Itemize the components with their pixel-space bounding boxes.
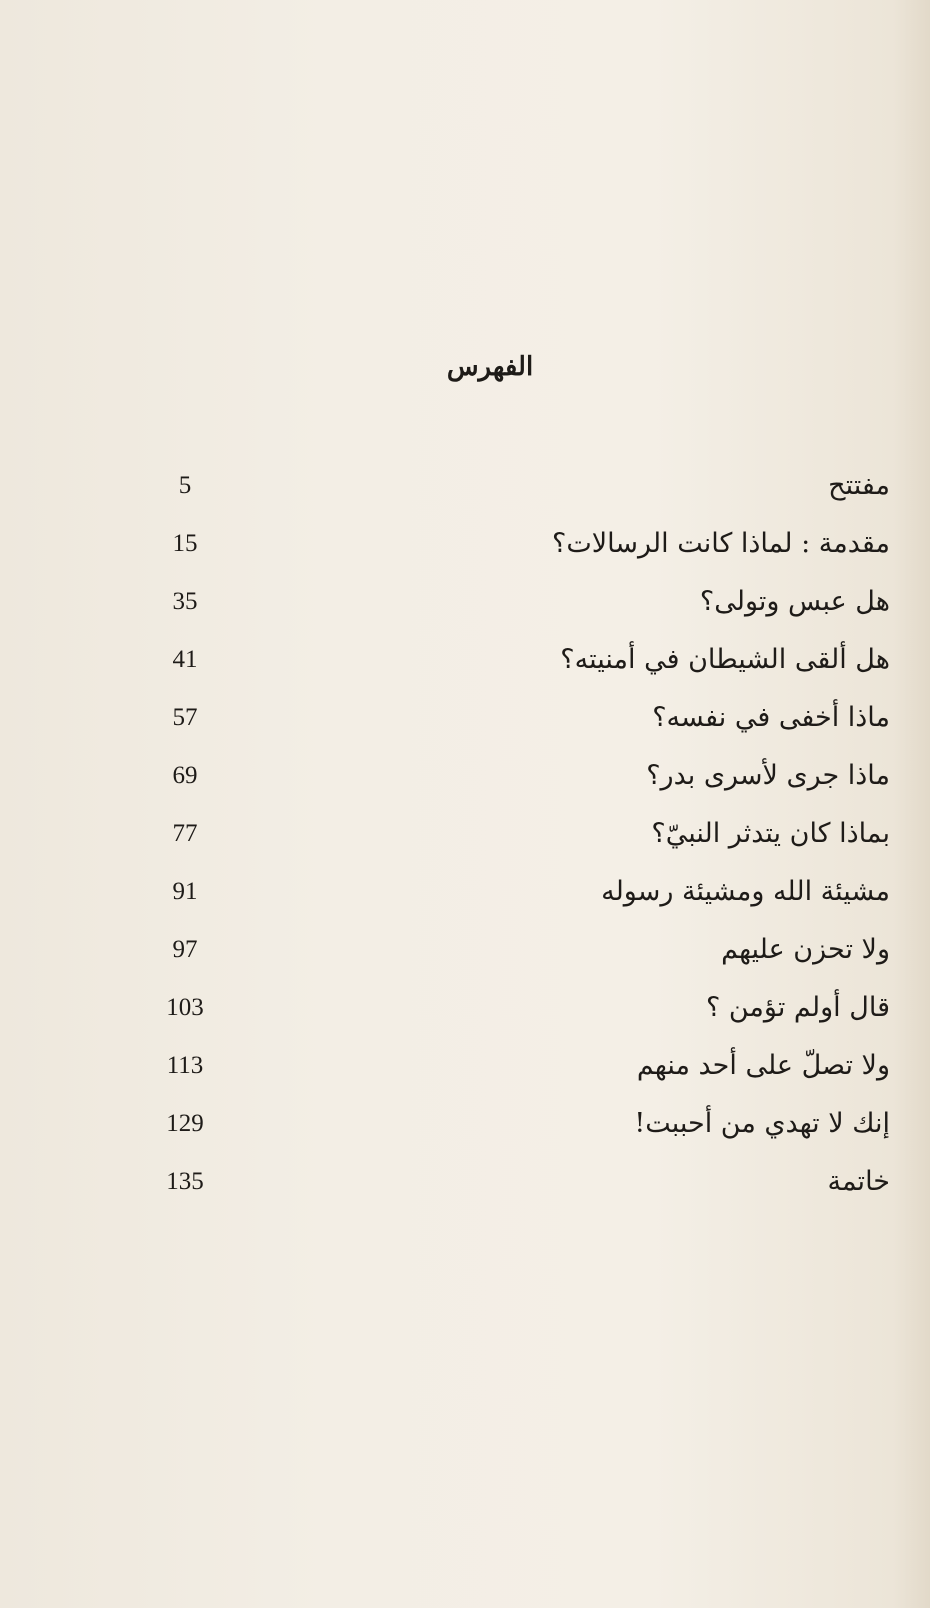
toc-entry-title: إنك لا تهدي من أحببت! xyxy=(634,1108,890,1139)
toc-entry xyxy=(150,1162,890,1220)
toc-entry xyxy=(150,756,890,814)
toc-entry-title: مفتتح xyxy=(828,470,890,501)
toc-entry xyxy=(150,930,890,988)
toc-entry xyxy=(150,582,890,640)
toc-entry-title: مشيئة الله ومشيئة رسوله xyxy=(601,876,890,907)
toc-entry xyxy=(150,466,890,524)
toc-entry xyxy=(150,1104,890,1162)
toc-entry xyxy=(150,814,890,872)
toc-entry-page: 129 xyxy=(166,1110,204,1137)
toc-entry-title: هل عبس وتولى؟ xyxy=(699,586,890,617)
toc-entry-title: ولا تصلّ على أحد منهم xyxy=(636,1050,890,1081)
toc-entry-page: 41 xyxy=(172,646,198,673)
toc-entry-page: 5 xyxy=(178,472,192,499)
toc-entry-title: بماذا كان يتدثر النبيّ؟ xyxy=(651,818,890,849)
toc-entry-page: 91 xyxy=(172,878,198,905)
toc-entry-title: قال أولم تؤمن ؟ xyxy=(705,992,890,1023)
toc-entry-page: 103 xyxy=(166,994,204,1021)
toc-entry-page: 35 xyxy=(172,588,198,615)
toc-entry-page: 135 xyxy=(166,1168,204,1195)
toc-entry-title: ماذا أخفى في نفسه؟ xyxy=(652,702,890,733)
toc-entry xyxy=(150,524,890,582)
toc-entry-page: 113 xyxy=(166,1052,204,1079)
toc-entry-page: 69 xyxy=(172,762,198,789)
toc-entry-title: ولا تحزن عليهم xyxy=(721,934,890,965)
toc-entry-page: 97 xyxy=(172,936,198,963)
toc-entry xyxy=(150,1046,890,1104)
page-title: الفهرس xyxy=(446,352,534,382)
toc-entry xyxy=(150,640,890,698)
toc-entry-title: هل ألقى الشيطان في أمنيته؟ xyxy=(560,644,890,675)
toc-entry xyxy=(150,698,890,756)
toc-entry xyxy=(150,988,890,1046)
toc-entry-title: خاتمة xyxy=(827,1166,890,1197)
table-of-contents xyxy=(150,466,890,1220)
toc-entry-title: مقدمة : لماذا كانت الرسالات؟ xyxy=(552,528,890,559)
toc-entry-page: 57 xyxy=(172,704,198,731)
toc-entry xyxy=(150,872,890,930)
toc-entry-page: 15 xyxy=(172,530,198,557)
toc-entry-page: 77 xyxy=(172,820,198,847)
toc-entry-title: ماذا جرى لأسرى بدر؟ xyxy=(646,760,890,791)
